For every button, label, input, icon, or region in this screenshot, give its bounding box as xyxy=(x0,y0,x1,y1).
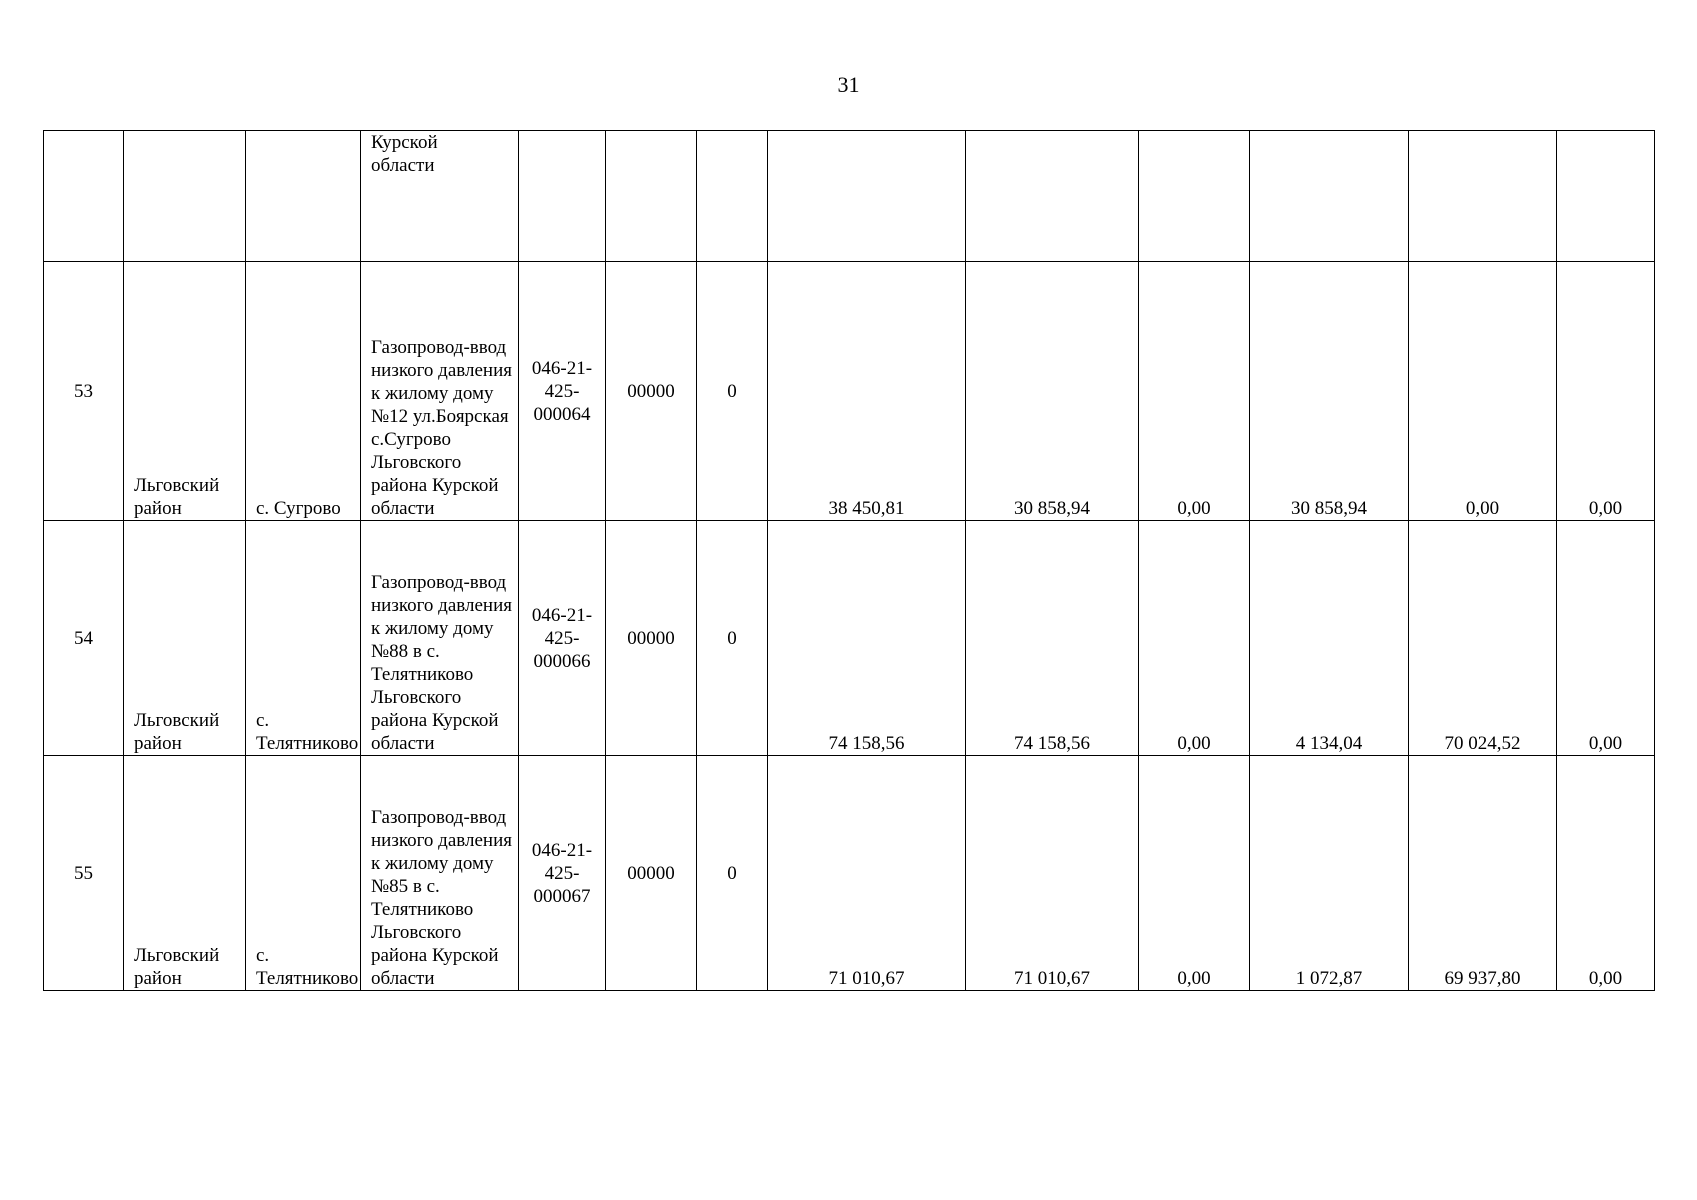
cell-object-name: Газопровод-ввод низкого давления к жилому дому №88 в с. Телятниково Льговского района Курской области xyxy=(361,521,519,756)
cell-v1: 38 450,81 xyxy=(768,262,966,521)
cell-v5 xyxy=(1409,131,1557,262)
cell-v5: 0,00 xyxy=(1409,262,1557,521)
cell-num: 54 xyxy=(44,521,124,756)
cell-object-name: Газопровод-ввод низкого давления к жилому дому №12 ул.Боярская с.Сугрово Льговского района Курской области xyxy=(361,262,519,521)
cell-locality xyxy=(246,131,361,262)
table-row-continuation xyxy=(44,131,1655,262)
cell-district: Льговский район xyxy=(124,262,246,521)
cell-flag xyxy=(697,131,768,262)
page-number: 31 xyxy=(837,72,860,97)
cell-v6: 0,00 xyxy=(1557,756,1655,991)
cell-v4 xyxy=(1250,131,1409,262)
cell-object-name: Курской области xyxy=(361,131,519,262)
cell-v5: 70 024,52 xyxy=(1409,521,1557,756)
cell-v4: 4 134,04 xyxy=(1250,521,1409,756)
table-row xyxy=(44,521,1655,756)
cell-cadastral: 046-21-425-000067 xyxy=(519,756,606,991)
cell-v3 xyxy=(1139,131,1250,262)
cell-object-name: Газопровод-ввод низкого давления к жилому дому №85 в с. Телятниково Льговского района Курской области xyxy=(361,756,519,991)
cell-v3: 0,00 xyxy=(1139,262,1250,521)
cell-code: 00000 xyxy=(606,756,697,991)
cell-v2: 30 858,94 xyxy=(966,262,1139,521)
cell-cadastral: 046-21-425-000064 xyxy=(519,262,606,521)
cell-locality: с. Телятниково xyxy=(246,756,361,991)
cell-v1: 71 010,67 xyxy=(768,756,966,991)
cell-v3: 0,00 xyxy=(1139,756,1250,991)
cell-num: 55 xyxy=(44,756,124,991)
cell-v2 xyxy=(966,131,1139,262)
table-row xyxy=(44,262,1655,521)
cell-cadastral: 046-21-425-000066 xyxy=(519,521,606,756)
cell-locality: с. Телятниково xyxy=(246,521,361,756)
table-row xyxy=(44,756,1655,991)
cell-flag: 0 xyxy=(697,756,768,991)
cell-v4: 1 072,87 xyxy=(1250,756,1409,991)
cell-v6 xyxy=(1557,131,1655,262)
cell-v3: 0,00 xyxy=(1139,521,1250,756)
cell-locality: с. Сугрово xyxy=(246,262,361,521)
cell-cadastral xyxy=(519,131,606,262)
cell-v4: 30 858,94 xyxy=(1250,262,1409,521)
cell-v6: 0,00 xyxy=(1557,521,1655,756)
cell-flag: 0 xyxy=(697,521,768,756)
cell-v2: 74 158,56 xyxy=(966,521,1139,756)
cell-v5: 69 937,80 xyxy=(1409,756,1557,991)
cell-num: 53 xyxy=(44,262,124,521)
cell-code: 00000 xyxy=(606,521,697,756)
cell-flag: 0 xyxy=(697,262,768,521)
cell-v6: 0,00 xyxy=(1557,262,1655,521)
cell-code: 00000 xyxy=(606,262,697,521)
registry-table xyxy=(43,130,1655,991)
cell-district: Льговский район xyxy=(124,756,246,991)
cell-v1: 74 158,56 xyxy=(768,521,966,756)
cell-v1 xyxy=(768,131,966,262)
cell-v2: 71 010,67 xyxy=(966,756,1139,991)
cell-district: Льговский район xyxy=(124,521,246,756)
cell-code xyxy=(606,131,697,262)
cell-district xyxy=(124,131,246,262)
cell-num xyxy=(44,131,124,262)
